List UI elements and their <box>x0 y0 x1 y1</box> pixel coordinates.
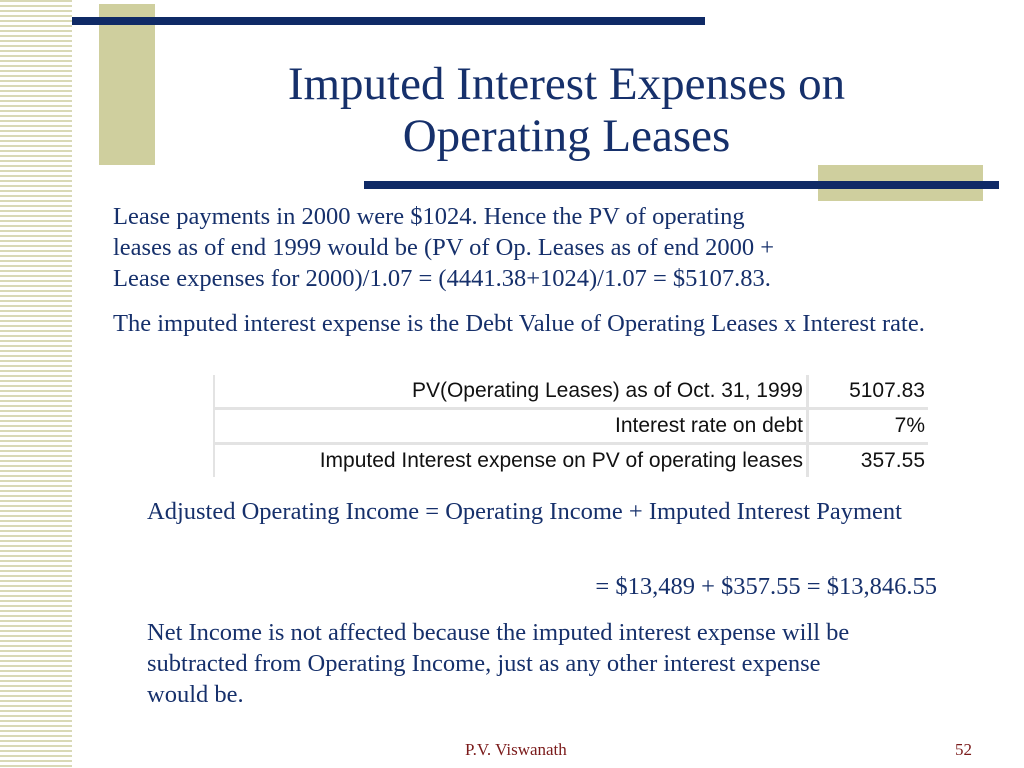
table-row <box>214 444 928 478</box>
table-row-label: Interest rate on debt <box>214 409 808 444</box>
decorative-bar-top <box>72 17 705 25</box>
slide-title-line-1: Imputed Interest Expenses on <box>287 58 846 110</box>
lease-payments-line-1: Lease payments in 2000 were $1024. Hence the PV of operating <box>113 203 745 230</box>
table-row-label: PV(Operating Leases) as of Oct. 31, 1999 <box>214 375 808 409</box>
table-row-value: 357.55 <box>808 444 929 478</box>
net-income-line-2: subtracted from Operating Income, just as any other interest expense <box>147 650 821 677</box>
decorative-stripes <box>0 0 72 768</box>
lease-payments-paragraph <box>113 201 913 294</box>
lease-interest-table <box>213 375 928 477</box>
net-income-paragraph <box>147 617 987 710</box>
page-number: 52 <box>955 740 972 759</box>
table-row-label: Imputed Interest expense on PV of operating leases <box>214 444 808 478</box>
decorative-bar-middle <box>364 181 999 189</box>
slide-title <box>200 58 933 162</box>
decorative-block-top <box>99 4 155 165</box>
table-row <box>214 409 928 444</box>
net-income-line-1: Net Income is not affected because the imputed interest expense will be <box>147 619 850 646</box>
adjusted-operating-income-calculation: = $13,489 + $357.55 = $13,846.55 <box>595 573 937 600</box>
lease-payments-line-3: Lease expenses for 2000)/1.07 = (4441.38+1024)/1.07 = $5107.83. <box>113 265 771 292</box>
imputed-interest-paragraph: The imputed interest expense is the Debt Value of Operating Leases x Interest rate. <box>113 310 925 337</box>
table-row-value: 7% <box>808 409 929 444</box>
slide-title-line-2: Operating Leases <box>402 110 731 162</box>
lease-payments-line-2: leases as of end 1999 would be (PV of Op. Leases as of end 2000 + <box>113 234 775 261</box>
table-row-value: 5107.83 <box>808 375 929 409</box>
net-income-line-3: would be. <box>147 681 244 708</box>
table-row <box>214 375 928 409</box>
adjusted-operating-income-definition: Adjusted Operating Income = Operating Income + Imputed Interest Payment <box>147 498 902 525</box>
footer-author: P.V. Viswanath <box>465 740 567 759</box>
